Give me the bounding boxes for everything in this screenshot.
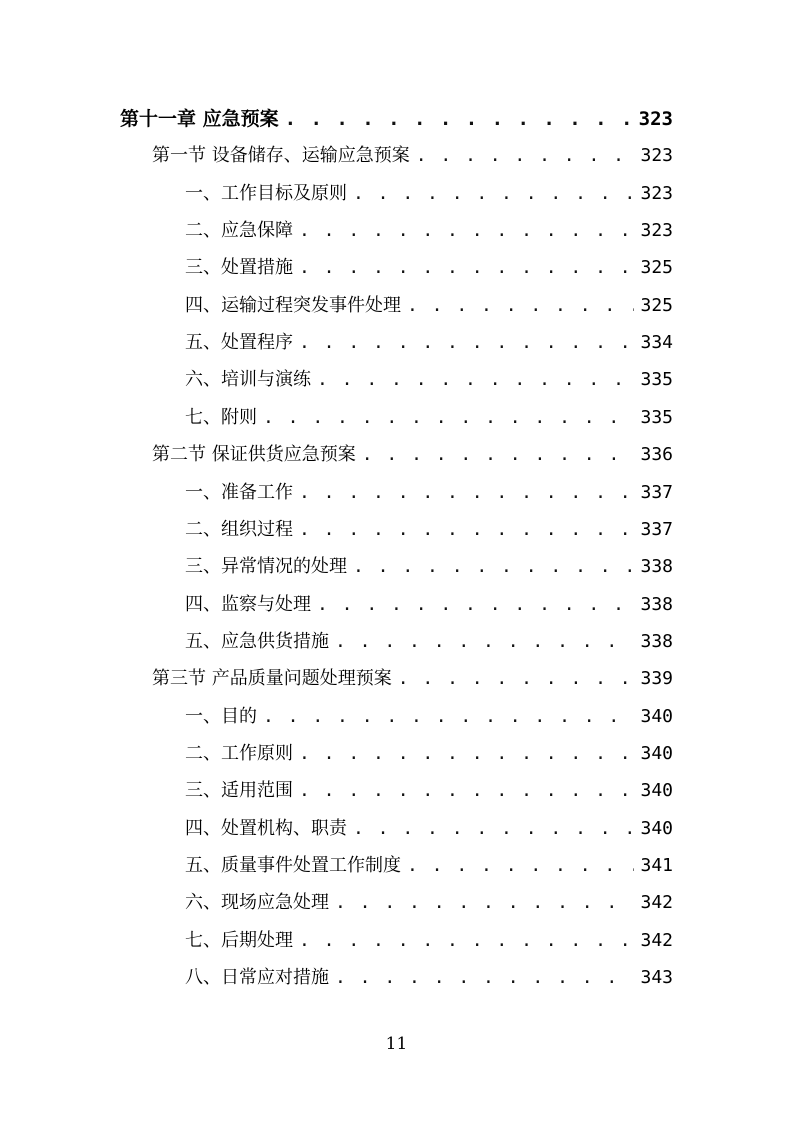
dot-leader [407,854,634,878]
toc-entry-page-number: 338 [640,556,673,577]
toc-entry-title: 七、后期处理 [185,930,293,951]
dot-leader [299,481,634,505]
toc-entry[interactable] [185,630,673,654]
toc-entry-title: 五、质量事件处置工作制度 [185,855,401,876]
dot-leader [362,443,635,467]
toc-entry-page-number: 323 [640,145,673,166]
toc-entry-title: 第十一章 应急预案 [120,108,279,130]
toc-entry[interactable] [185,891,673,915]
toc-entry[interactable] [185,779,673,803]
toc-entry-title: 四、监察与处理 [185,594,311,615]
toc-entry-page-number: 325 [640,295,673,316]
toc-entry-page-number: 337 [640,482,673,503]
toc-entry-title: 三、处置措施 [185,257,293,278]
toc-entry-page-number: 323 [640,220,673,241]
toc-entry-page-number: 337 [640,519,673,540]
toc-entry[interactable] [185,742,673,766]
toc-entry[interactable] [185,481,673,505]
toc-entry[interactable] [185,406,673,430]
toc-entry-page-number: 338 [640,594,673,615]
dot-leader [285,107,633,131]
toc-entry[interactable] [185,331,673,355]
toc-entry-page-number: 334 [640,332,673,353]
toc-entry-title: 第三节 产品质量问题处理预案 [152,668,392,689]
toc-entry-page-number: 340 [640,818,673,839]
toc-entry-title: 四、处置机构、职责 [185,818,347,839]
dot-leader [263,705,634,729]
toc-entry-title: 三、异常情况的处理 [185,556,347,577]
toc-entry[interactable] [185,182,673,206]
toc-entry-page-number: 335 [640,369,673,390]
toc-entry-title: 第一节 设备储存、运输应急预案 [152,145,410,166]
toc-entry[interactable] [152,443,673,467]
toc-entry[interactable] [185,256,673,280]
dot-leader [299,518,634,542]
toc-entry-page-number: 336 [640,444,673,465]
dot-leader [335,630,634,654]
toc-entry-title: 五、处置程序 [185,332,293,353]
toc-entry-page-number: 342 [640,892,673,913]
toc-entry[interactable] [185,966,673,990]
toc-entry-page-number: 341 [640,855,673,876]
toc-entry-title: 八、日常应对措施 [185,967,329,988]
toc-entry-page-number: 323 [640,183,673,204]
toc-entry[interactable] [185,368,673,392]
toc-entry-title: 五、应急供货措施 [185,631,329,652]
dot-leader [398,667,635,691]
toc-entry[interactable] [185,518,673,542]
toc-entry-page-number: 338 [640,631,673,652]
toc-entry[interactable] [185,555,673,579]
dot-leader [407,294,634,318]
toc-entry-page-number: 335 [640,407,673,428]
toc-entry[interactable] [152,667,673,691]
dot-leader [353,555,634,579]
toc-entry-page-number: 323 [638,108,673,130]
toc-entry-title: 第二节 保证供货应急预案 [152,444,356,465]
toc-entry[interactable] [185,219,673,243]
toc-entry[interactable] [185,294,673,318]
dot-leader [299,331,634,355]
toc-entry[interactable] [185,705,673,729]
toc-entry-page-number: 342 [640,930,673,951]
dot-leader [317,368,634,392]
dot-leader [335,891,634,915]
toc-entry[interactable] [185,593,673,617]
dot-leader [299,219,634,243]
toc-entry[interactable] [185,817,673,841]
toc-entry[interactable] [185,854,673,878]
dot-leader [353,817,634,841]
dot-leader [299,779,634,803]
dot-leader [299,256,634,280]
toc-entry-page-number: 340 [640,780,673,801]
dot-leader [335,966,634,990]
dot-leader [263,406,634,430]
toc-entry-title: 七、附则 [185,407,257,428]
toc-entry-page-number: 325 [640,257,673,278]
toc-entry-title: 二、工作原则 [185,743,293,764]
toc-entry-title: 六、现场应急处理 [185,892,329,913]
dot-leader [299,742,634,766]
toc-entry-title: 一、目的 [185,706,257,727]
toc-entry[interactable] [152,144,673,168]
toc-entry-page-number: 340 [640,706,673,727]
toc-entry-title: 二、应急保障 [185,220,293,241]
toc-entry-title: 一、准备工作 [185,482,293,503]
toc-entry[interactable] [120,107,673,131]
toc-entry-page-number: 340 [640,743,673,764]
dot-leader [416,144,635,168]
toc-entry-title: 三、适用范围 [185,780,293,801]
toc-entry-title: 四、运输过程突发事件处理 [185,295,401,316]
toc-entry-title: 二、组织过程 [185,519,293,540]
toc-entry-title: 一、工作目标及原则 [185,183,347,204]
dot-leader [299,929,634,953]
dot-leader [317,593,634,617]
page-number: 11 [385,1034,408,1054]
toc-entry[interactable] [185,929,673,953]
toc-entry-title: 六、培训与演练 [185,369,311,390]
toc-entry-page-number: 343 [640,967,673,988]
toc-entry-page-number: 339 [640,668,673,689]
dot-leader [353,182,634,206]
